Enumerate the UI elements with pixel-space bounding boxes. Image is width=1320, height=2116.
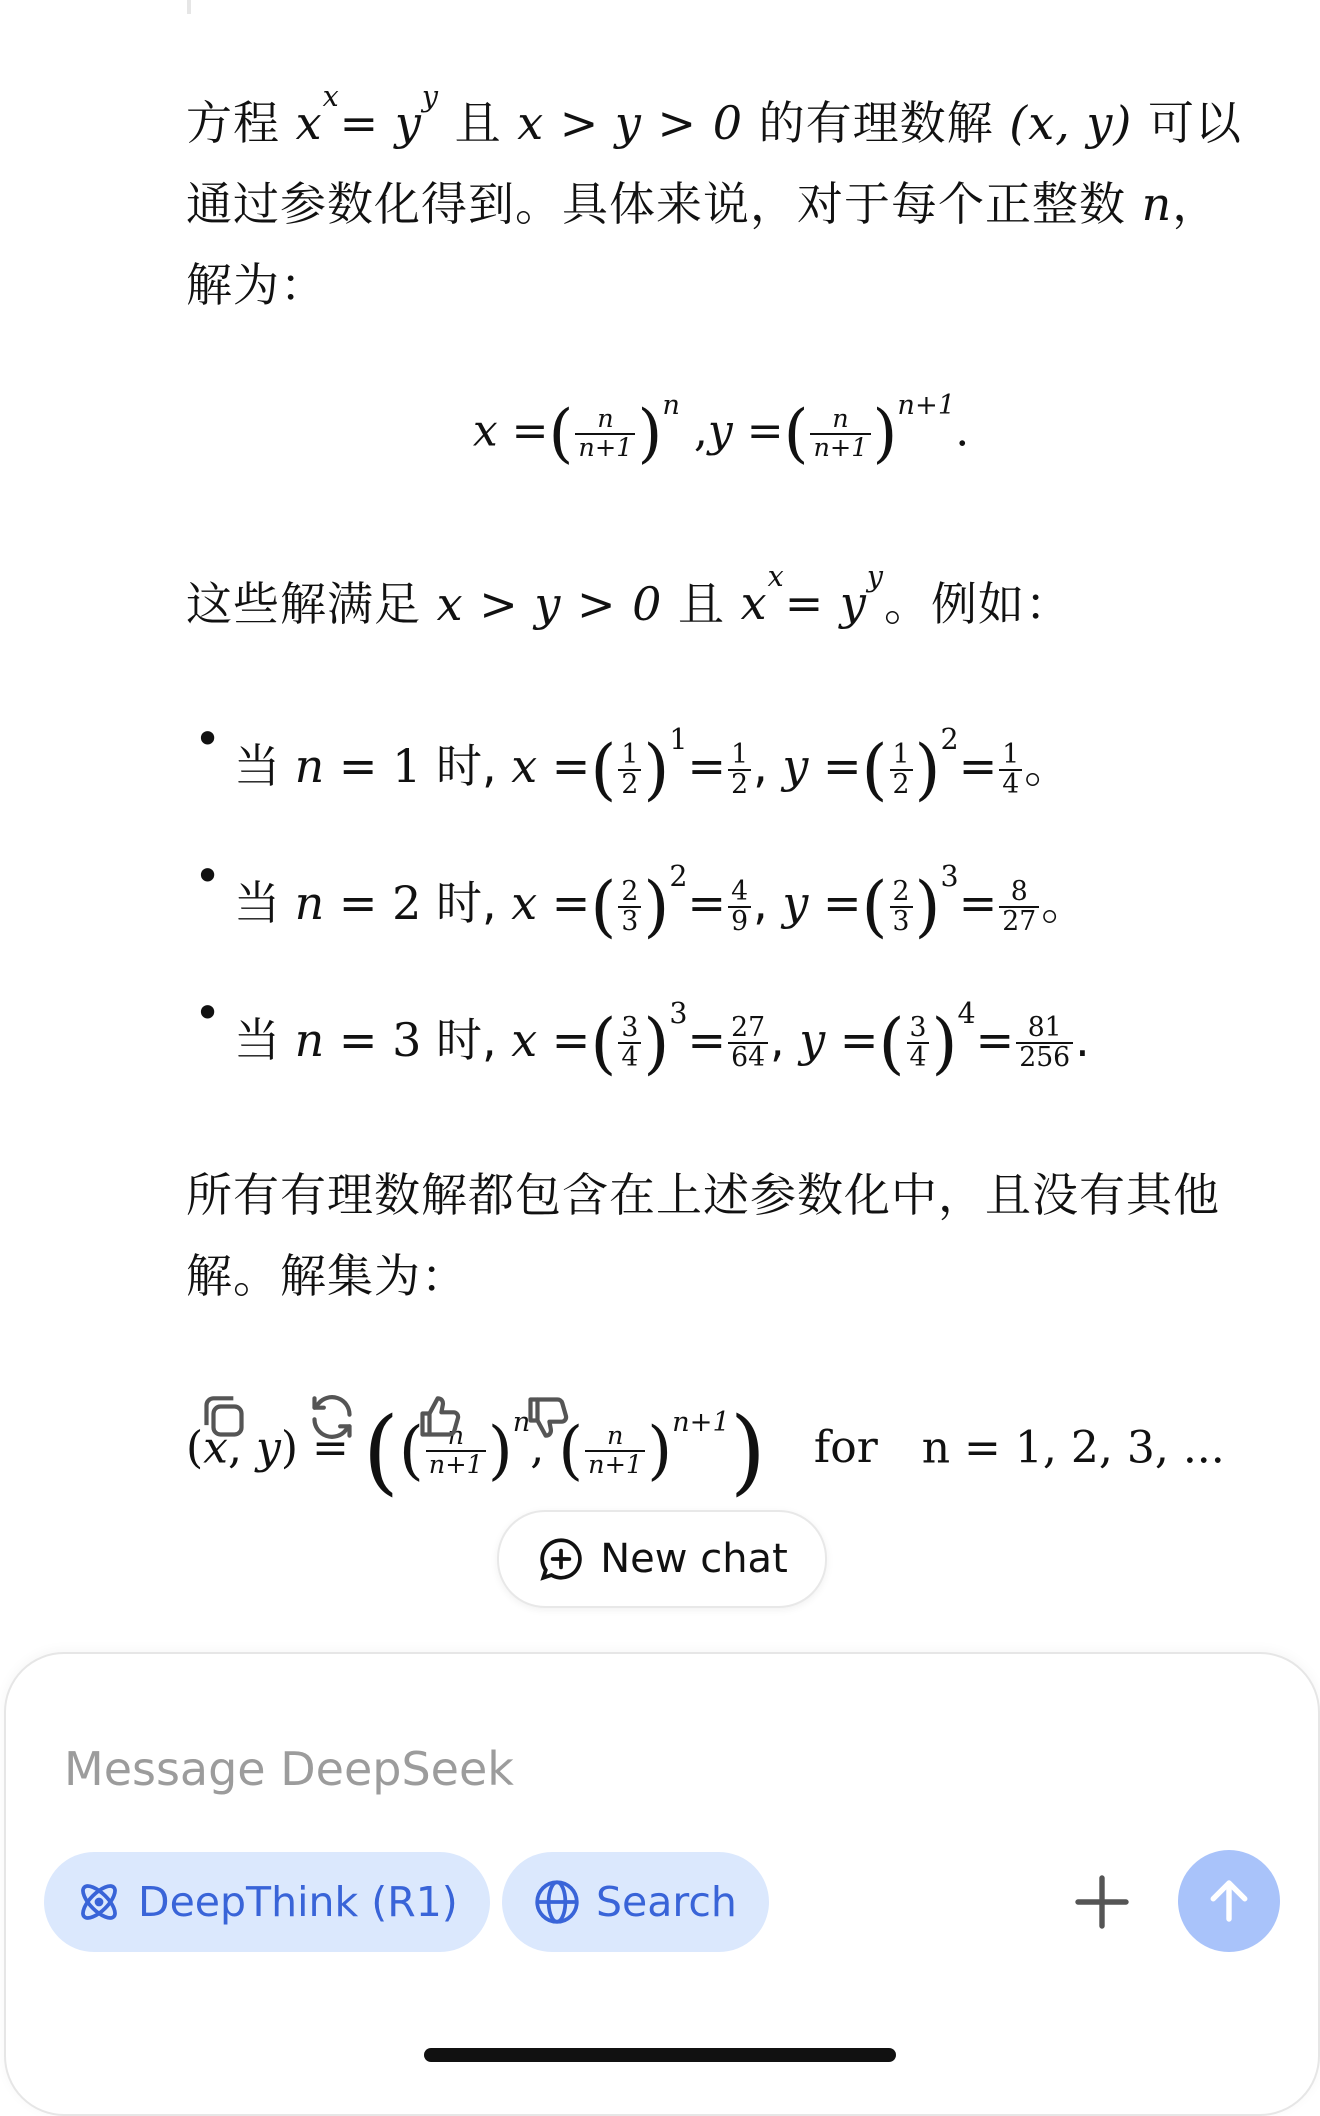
solution-set-formula: (x, y) = (( $\frac{n}{n+1}$ )$^n$, ( $\frac{n}{n+1}$ )$^{n+1}$) for n = 1, 2, 3, ...: [186, 1396, 1225, 1505]
math-xx-eq-yy: $x^x= y^y$: [740, 560, 884, 631]
base-num: 3: [618, 1014, 641, 1044]
y-num: 1: [999, 741, 1022, 771]
y-den: 256: [1019, 1042, 1071, 1074]
base-den: 4: [909, 1042, 927, 1074]
bullet: •: [194, 986, 222, 1041]
x-den: 9: [731, 905, 749, 937]
example-end: 。: [1024, 739, 1071, 794]
intro-text-2: 且: [438, 95, 518, 150]
example-prefix: 当: [234, 739, 295, 794]
math-xx-eq-yy: $x^x= y^y$: [295, 80, 439, 150]
message-divider: [187, 0, 191, 14]
intro-text-4: 可以通过参数化得到。具体来说，对于每个正整数: [186, 95, 1242, 231]
x-exponent: 2: [669, 860, 688, 894]
base-num: 2: [890, 878, 913, 908]
bullet: •: [194, 712, 222, 767]
math-x-gt-y-gt-0: x > y > 0: [517, 95, 743, 150]
y-exponent: 3: [940, 860, 959, 894]
y-den: 4: [1002, 768, 1020, 800]
thumbs-up-button[interactable]: [408, 1385, 472, 1449]
example-n-value: 3: [392, 1012, 422, 1067]
atom-icon: [74, 1877, 124, 1927]
send-button[interactable]: [1178, 1850, 1280, 1952]
copy-button[interactable]: [192, 1385, 256, 1449]
deepthink-toggle[interactable]: [44, 1852, 490, 1952]
base-num: 1: [618, 741, 641, 771]
plus-icon[interactable]: [1066, 1866, 1138, 1938]
search-label: Search: [596, 1878, 737, 1926]
base-num: 1: [890, 741, 913, 771]
math-n: n: [1141, 176, 1173, 231]
example-prefix: 当: [234, 1012, 295, 1067]
example-n-value: 2: [392, 876, 422, 931]
x-den: 2: [731, 768, 749, 800]
globe-icon: [532, 1877, 582, 1927]
x-num: 27: [728, 1014, 768, 1044]
summary-paragraph: 所有有理数解都包含在上述参数化中，且没有其他解。解集为：: [186, 1167, 1220, 1303]
example-item: • 当 n = 1 时, x =( $\frac{1}{2}$ )$^1$= $\frac{1}{2}$ , y =( $\frac{1}{2}$ )$^2$= $\frac{1}{4}$ 。: [186, 686, 1256, 823]
base-den: 2: [892, 768, 910, 800]
example-prefix: 当: [234, 876, 295, 931]
search-toggle[interactable]: [502, 1852, 769, 1952]
base-den: 3: [621, 905, 639, 937]
x-den: 64: [731, 1042, 766, 1074]
example-end: 。: [1041, 876, 1088, 931]
examples-list: [186, 686, 1256, 1096]
arrow-up-icon: [1202, 1874, 1256, 1928]
regenerate-button[interactable]: [300, 1385, 364, 1449]
message-actions: [192, 1385, 580, 1449]
example-n-value: 1: [392, 739, 422, 794]
y-num: 81: [1016, 1014, 1073, 1044]
thumbs-down-button[interactable]: [516, 1385, 580, 1449]
satisfy-paragraph: [186, 537, 1256, 645]
home-indicator: [424, 2048, 896, 2062]
example-when: 时,: [421, 739, 497, 794]
example-item: • 当 n = 3 时, x =( $\frac{3}{4}$ )$^3$= $\frac{27}{64}$ , y =( $\frac{3}{4}$ )$^4$= $\frac{81}{256}$ .: [186, 960, 1256, 1097]
y-exponent: 2: [940, 723, 959, 757]
base-num: 2: [618, 878, 641, 908]
intro-text-1: 方程: [186, 95, 296, 150]
example-end: .: [1075, 1012, 1090, 1067]
base-den: 3: [892, 905, 910, 937]
y-den: 27: [1002, 905, 1037, 937]
thumbs-up-icon: [412, 1389, 468, 1445]
base-num: 3: [907, 1014, 930, 1044]
example-when: 时,: [421, 876, 497, 931]
n-range: n = 1, 2, 3, ...: [921, 1422, 1225, 1474]
base-den: 2: [621, 768, 639, 800]
math-xy-pair: (x, y): [1009, 95, 1133, 150]
intro-text-5: ，解为：: [186, 176, 1220, 312]
math-x-gt-y-gt-0: x > y > 0: [436, 576, 663, 631]
assistant-message: [186, 56, 1256, 1505]
parametrization-formula: x =( $\frac{n}{n+1}$ )$^n$ ,y =( $\frac{n}{n+1}$ )$^{n+1}$.: [472, 389, 970, 471]
regenerate-icon: [304, 1389, 360, 1445]
new-chat-icon: [536, 1534, 586, 1584]
new-chat-button[interactable]: [497, 1510, 827, 1608]
intro-paragraph: [186, 56, 1256, 326]
for-keyword: for: [813, 1422, 878, 1474]
copy-icon: [196, 1389, 252, 1445]
example-item: • 当 n = 2 时, x =( $\frac{2}{3}$ )$^2$= $\frac{4}{9}$ , y =( $\frac{2}{3}$ )$^3$= $\frac{8}{27}$ 。: [186, 823, 1256, 960]
deepthink-label: DeepThink (R1): [138, 1878, 458, 1926]
new-chat-label: New chat: [600, 1536, 788, 1582]
satisfy-text-2: 且: [662, 576, 741, 631]
intro-text-3: 的有理数解: [743, 95, 1010, 150]
bullet: •: [194, 849, 222, 904]
satisfy-text-1: 这些解满足: [186, 576, 437, 631]
message-input[interactable]: Message DeepSeek: [64, 1742, 514, 1796]
x-num: 4: [728, 878, 751, 908]
message-composer: [4, 1652, 1320, 2116]
thumbs-down-icon: [520, 1389, 576, 1445]
base-den: 4: [621, 1042, 639, 1074]
example-when: 时,: [421, 1012, 497, 1067]
x-exponent: 3: [669, 997, 688, 1031]
satisfy-text-3: 。例如：: [884, 576, 1072, 631]
x-exponent: 1: [669, 723, 688, 757]
x-num: 1: [728, 741, 751, 771]
y-exponent: 4: [957, 997, 976, 1031]
y-num: 8: [999, 878, 1039, 908]
